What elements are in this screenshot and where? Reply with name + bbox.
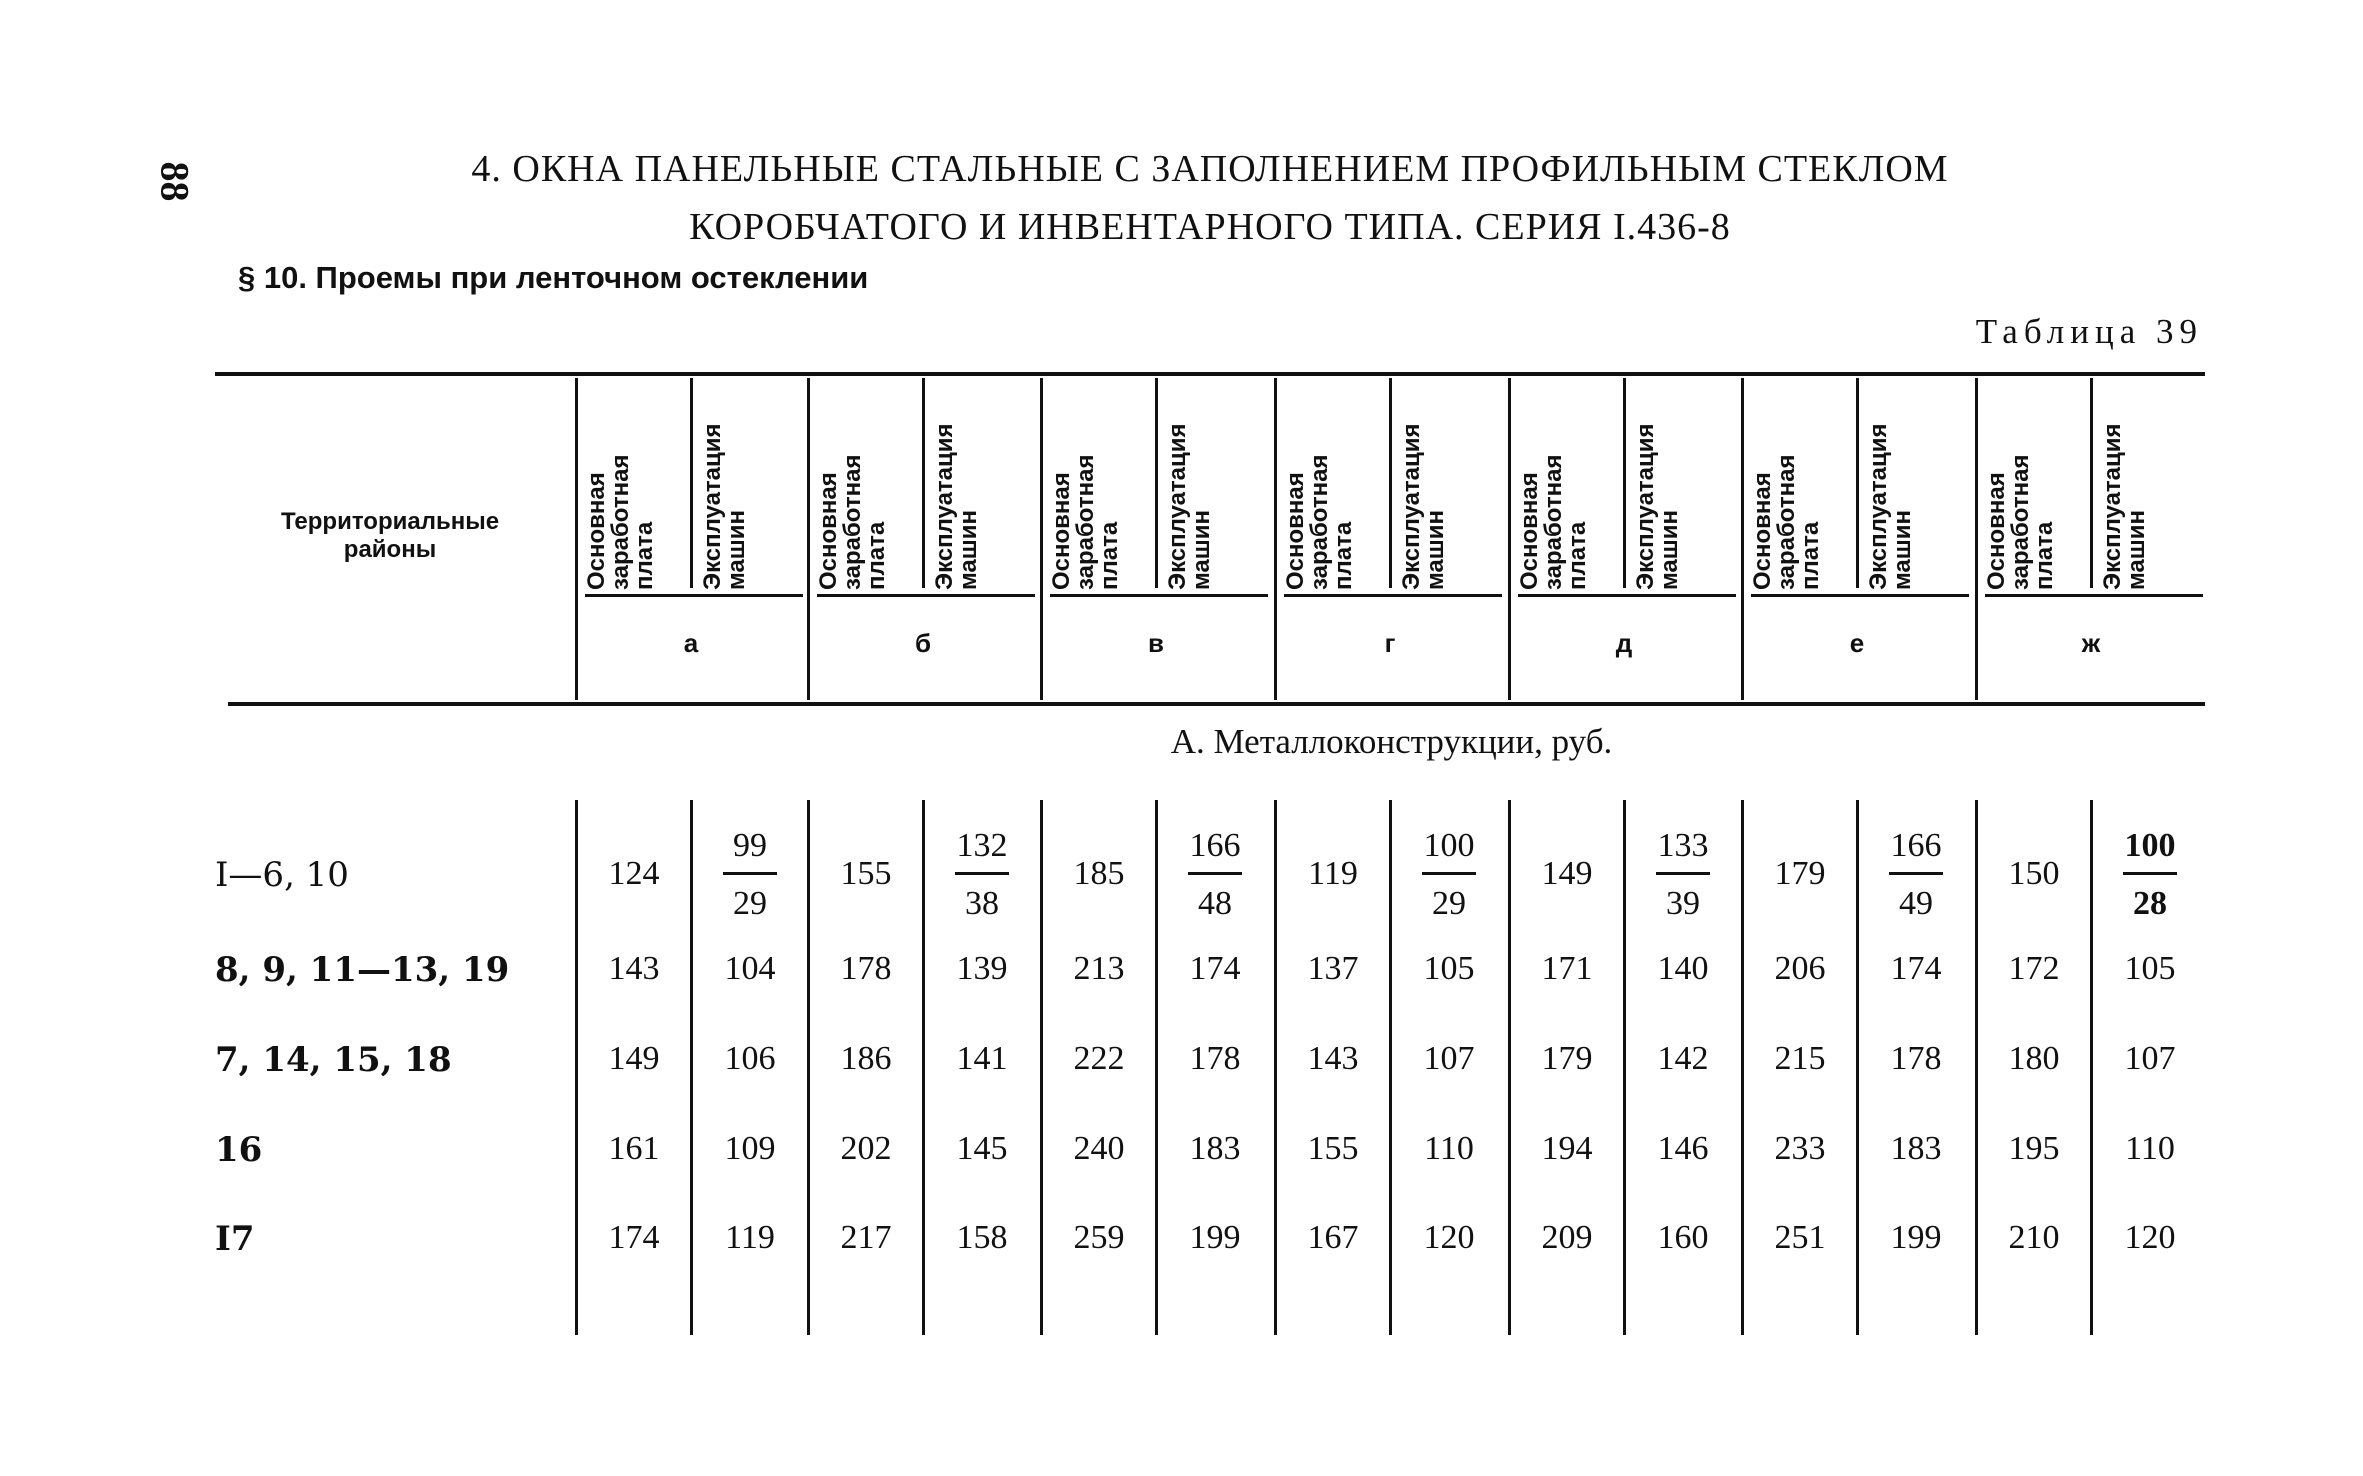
- table-cell: 174: [608, 1219, 660, 1256]
- row-label: 8, 9, 11—13, 19: [215, 950, 510, 990]
- table-cell: 186: [840, 1040, 892, 1077]
- table-cell: 174: [1890, 950, 1942, 987]
- fraction-numerator: 166: [1890, 827, 1942, 864]
- header-basic-wage: [1050, 360, 1160, 590]
- table-cell: 146: [1657, 1130, 1709, 1167]
- table-cell: 178: [1189, 1040, 1241, 1077]
- table-cell: 105: [1423, 950, 1475, 987]
- fraction-cell: [925, 822, 1039, 927]
- fraction-bar: [955, 872, 1009, 875]
- regions-column-header: Территориальные районы: [280, 508, 500, 563]
- header-basic-wage-line: Основная: [815, 472, 842, 590]
- header-basic-wage-line: заработная: [839, 454, 866, 590]
- header-machine-operation: [1867, 360, 1977, 590]
- fraction-cell: [1392, 822, 1506, 927]
- header-machine-operation-line: Эксплуатация: [1164, 423, 1191, 590]
- table-cell: 149: [608, 1040, 660, 1077]
- table-cell: 155: [840, 855, 892, 892]
- table-cell: 145: [956, 1130, 1008, 1167]
- table-cell: 105: [2124, 950, 2176, 987]
- table-cell: 178: [1890, 1040, 1942, 1077]
- table-cell: 106: [724, 1040, 776, 1077]
- table-cell: 141: [956, 1040, 1008, 1077]
- table-cell: 171: [1541, 950, 1593, 987]
- header-sub-rule: [1985, 594, 2203, 597]
- table-cell: 174: [1189, 950, 1241, 987]
- fraction-bar: [2123, 872, 2177, 875]
- group-letter: а: [683, 628, 699, 658]
- table-cell: 179: [1541, 1040, 1593, 1077]
- fraction-cell: [1158, 822, 1272, 927]
- table-cell: 110: [2125, 1130, 2175, 1167]
- header-bottom-rule: [228, 702, 2205, 706]
- fraction-bar: [1889, 872, 1943, 875]
- group-letter: б: [914, 628, 932, 658]
- table-cell: 109: [724, 1130, 776, 1167]
- header-machine-operation-line: машин: [955, 509, 982, 590]
- table-cell: 202: [840, 1130, 892, 1167]
- header-basic-wage-line: Основная: [1048, 472, 1075, 590]
- header-sub-rule: [1284, 594, 1502, 597]
- header-machine-operation: [933, 360, 1043, 590]
- header-basic-wage-line: заработная: [1773, 454, 1800, 590]
- table-cell: 104: [724, 950, 776, 987]
- header-machine-operation-line: машин: [1188, 509, 1215, 590]
- header-machine-operation-line: машин: [2123, 509, 2150, 590]
- table-cell: 107: [2124, 1040, 2176, 1077]
- table-cell: 139: [956, 950, 1008, 987]
- fraction-numerator: 132: [956, 827, 1008, 864]
- table-cell: 161: [608, 1130, 660, 1167]
- table-cell: 158: [956, 1219, 1008, 1256]
- fraction-denominator: 49: [1899, 885, 1933, 922]
- header-sub-rule: [817, 594, 1035, 597]
- table-cell: 167: [1307, 1219, 1359, 1256]
- table-cell: 119: [725, 1219, 775, 1256]
- header-basic-wage: [1751, 360, 1861, 590]
- table-cell: 195: [2008, 1130, 2060, 1167]
- fraction-bar: [723, 872, 777, 875]
- group-letter: д: [1615, 628, 1633, 658]
- fraction-numerator: 166: [1189, 827, 1241, 864]
- fraction-numerator: 99: [733, 827, 767, 864]
- title-line-2: КОРОБЧАТОГО И ИНВЕНТАРНОГО ТИПА. СЕРИЯ І.436-8: [689, 206, 1731, 248]
- table-cell: 194: [1541, 1130, 1593, 1167]
- fraction-cell: [1859, 822, 1973, 927]
- table-cell: 209: [1541, 1219, 1593, 1256]
- table-cell: 124: [608, 855, 660, 892]
- fraction-denominator: 29: [1432, 885, 1466, 922]
- fraction-bar: [1422, 872, 1476, 875]
- fraction-denominator: 29: [733, 885, 767, 922]
- table-cell: 149: [1541, 855, 1593, 892]
- header-machine-operation-line: машин: [1422, 509, 1449, 590]
- table-label: Таблица 39: [1975, 312, 2203, 351]
- fraction-denominator: 48: [1198, 885, 1232, 922]
- fraction-cell: [2093, 822, 2207, 927]
- section-heading: § 10. Проемы при ленточном остеклении: [238, 260, 869, 295]
- table-cell: 251: [1774, 1219, 1826, 1256]
- header-machine-operation-line: машин: [1656, 509, 1683, 590]
- header-basic-wage-line: заработная: [1540, 454, 1567, 590]
- header-basic-wage-line: Основная: [1516, 472, 1543, 590]
- table-cell: 180: [2008, 1040, 2060, 1077]
- header-machine-operation-line: Эксплуатация: [931, 423, 958, 590]
- fraction-numerator: 133: [1657, 827, 1709, 864]
- header-sub-rule: [1751, 594, 1969, 597]
- table-cell: 150: [2008, 855, 2060, 892]
- header-basic-wage-line: Основная: [1282, 472, 1309, 590]
- table-cell: 233: [1774, 1130, 1826, 1167]
- fraction-denominator: 39: [1666, 885, 1700, 922]
- table-cell: 183: [1189, 1130, 1241, 1167]
- fraction-cell: [693, 822, 807, 927]
- header-basic-wage-line: плата: [1096, 521, 1123, 590]
- group-letter: е: [1849, 628, 1865, 658]
- fraction-numerator: 100: [1423, 827, 1475, 864]
- header-machine-operation-line: Эксплуатация: [1632, 423, 1659, 590]
- group-letter: в: [1148, 628, 1164, 658]
- table-cell: 119: [1308, 855, 1358, 892]
- fraction-bar: [1188, 872, 1242, 875]
- table-cell: 120: [1423, 1219, 1475, 1256]
- fraction-bar: [1656, 872, 1710, 875]
- header-basic-wage: [1284, 360, 1394, 590]
- table-cell: 217: [840, 1219, 892, 1256]
- header-machine-operation-line: машин: [1889, 509, 1916, 590]
- group-letter: г: [1384, 628, 1396, 658]
- header-basic-wage-line: плата: [1797, 521, 1824, 590]
- row-label: 16: [215, 1130, 263, 1170]
- table-subtitle: А. Металлоконструкции, руб.: [1170, 722, 1613, 761]
- table-cell: 215: [1774, 1040, 1826, 1077]
- table-cell: 199: [1189, 1219, 1241, 1256]
- header-basic-wage: [817, 360, 927, 590]
- title-line-1: 4. ОКНА ПАНЕЛЬНЫЕ СТАЛЬНЫЕ С ЗАПОЛНЕНИЕМ ПРОФИЛЬНЫМ СТЕКЛОМ: [471, 148, 1949, 190]
- table-cell: 143: [1307, 1040, 1359, 1077]
- header-basic-wage-line: заработная: [1306, 454, 1333, 590]
- table-cell: 172: [2008, 950, 2060, 987]
- header-basic-wage: [585, 360, 695, 590]
- header-basic-wage-line: Основная: [583, 472, 610, 590]
- header-basic-wage-line: плата: [863, 521, 890, 590]
- table-cell: 185: [1073, 855, 1125, 892]
- group-letter: ж: [2081, 628, 2101, 658]
- header-basic-wage-line: плата: [1564, 521, 1591, 590]
- header-basic-wage-line: заработная: [607, 454, 634, 590]
- header-machine-operation-line: машин: [723, 509, 750, 590]
- row-label: 7, 14, 15, 18: [215, 1040, 452, 1080]
- header-machine-operation: [1634, 360, 1744, 590]
- header-basic-wage: [1985, 360, 2095, 590]
- table-cell: 210: [2008, 1219, 2060, 1256]
- header-machine-operation-line: Эксплуатация: [699, 423, 726, 590]
- row-label: I7: [215, 1219, 255, 1259]
- table-cell: 206: [1774, 950, 1826, 987]
- header-basic-wage: [1518, 360, 1628, 590]
- header-basic-wage-line: плата: [631, 521, 658, 590]
- header-sub-rule: [1518, 594, 1736, 597]
- header-machine-operation: [1400, 360, 1510, 590]
- table-cell: 183: [1890, 1130, 1942, 1167]
- header-machine-operation-line: Эксплуатация: [2099, 423, 2126, 590]
- fraction-numerator: 100: [2124, 827, 2176, 864]
- fraction-denominator: 38: [965, 885, 999, 922]
- header-basic-wage-line: заработная: [2007, 454, 2034, 590]
- table-cell: 199: [1890, 1219, 1942, 1256]
- fraction-cell: [1626, 822, 1740, 927]
- header-basic-wage-line: плата: [2031, 521, 2058, 590]
- header-machine-operation: [1166, 360, 1276, 590]
- header-machine-operation: [2101, 360, 2211, 590]
- header-basic-wage-line: плата: [1330, 521, 1357, 590]
- header-machine-operation-line: Эксплуатация: [1398, 423, 1425, 590]
- header-machine-operation: [701, 360, 811, 590]
- table-cell: 222: [1073, 1040, 1125, 1077]
- header-sub-rule: [1050, 594, 1268, 597]
- header-basic-wage-line: Основная: [1749, 472, 1776, 590]
- header-sub-rule: [585, 594, 803, 597]
- table-cell: 179: [1774, 855, 1826, 892]
- header-basic-wage-line: заработная: [1072, 454, 1099, 590]
- table-cell: 160: [1657, 1219, 1709, 1256]
- table-cell: 120: [2124, 1219, 2176, 1256]
- page-number: 88: [152, 161, 198, 202]
- fraction-denominator: 28: [2133, 885, 2167, 922]
- table-cell: 155: [1307, 1130, 1359, 1167]
- table-cell: 137: [1307, 950, 1359, 987]
- table-cell: 142: [1657, 1040, 1709, 1077]
- table-cell: 178: [840, 950, 892, 987]
- table-cell: 259: [1073, 1219, 1125, 1256]
- table-cell: 110: [1424, 1130, 1474, 1167]
- table-cell: 213: [1073, 950, 1125, 987]
- table-cell: 140: [1657, 950, 1709, 987]
- table-cell: 240: [1073, 1130, 1125, 1167]
- header-machine-operation-line: Эксплуатация: [1865, 423, 1892, 590]
- header-basic-wage-line: Основная: [1983, 472, 2010, 590]
- table-cell: 143: [608, 950, 660, 987]
- page-title: [380, 140, 2040, 256]
- row-label: I—6, 10: [215, 855, 349, 895]
- table-cell: 107: [1423, 1040, 1475, 1077]
